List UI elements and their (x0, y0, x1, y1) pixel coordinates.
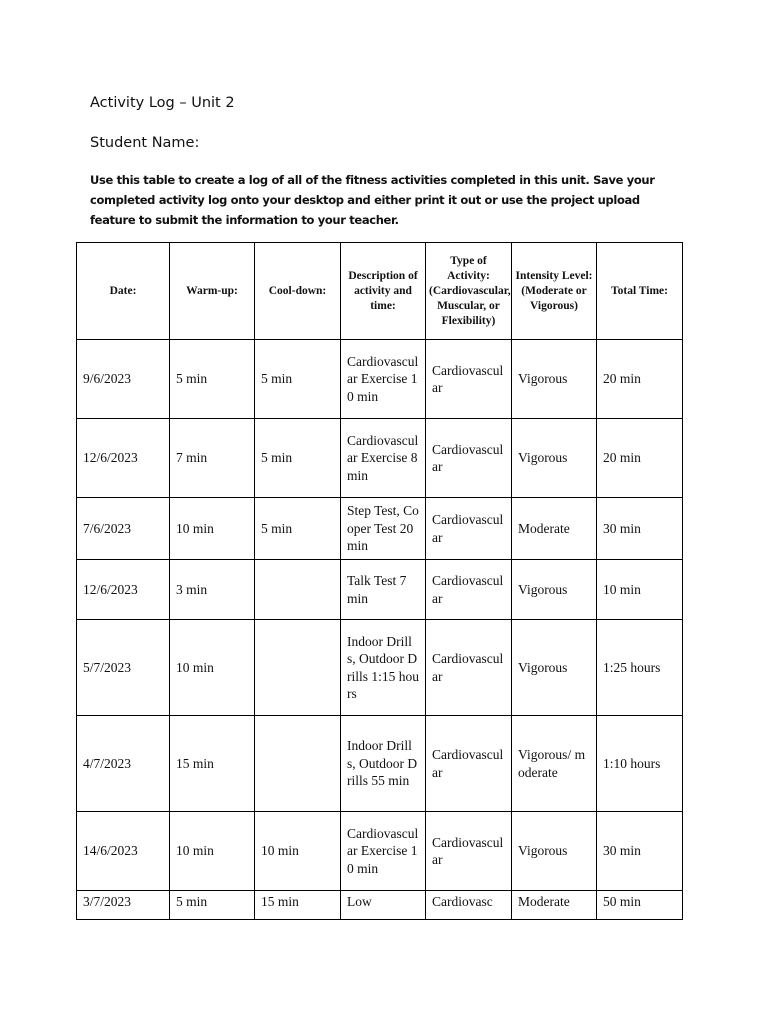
cell-date: 4/7/2023 (77, 716, 170, 812)
cell-warmup: 5 min (170, 891, 255, 920)
cell-total-time: 50 min (597, 891, 683, 920)
cell-warmup: 10 min (170, 620, 255, 716)
cell-cooldown (255, 620, 341, 716)
cell-cooldown (255, 560, 341, 620)
header-description: Description of activity and time: (341, 243, 426, 340)
cell-type: Cardiovascular (426, 419, 512, 498)
student-name-label: Student Name: (90, 135, 200, 151)
table-row (77, 498, 683, 560)
table-row (77, 620, 683, 716)
cell-description: Step Test, Cooper Test 20 min (341, 498, 426, 560)
header-intensity: Intensity Level: (Moderate or Vigorous) (512, 243, 597, 340)
cell-total-time: 1:10 hours (597, 716, 683, 812)
cell-intensity: Vigorous/ moderate (512, 716, 597, 812)
table-row (77, 340, 683, 419)
table-row (77, 812, 683, 891)
table-header-row (77, 243, 683, 340)
cell-warmup: 10 min (170, 498, 255, 560)
cell-description: Indoor Drills, Outdoor Drills 1:15 hours (341, 620, 426, 716)
cell-description: Cardiovascular Exercise 8 min (341, 419, 426, 498)
table-row (77, 419, 683, 498)
cell-intensity: Vigorous (512, 560, 597, 620)
header-cooldown: Cool-down: (255, 243, 341, 340)
cell-type: Cardiovascular (426, 498, 512, 560)
cell-total-time: 30 min (597, 812, 683, 891)
cell-total-time: 10 min (597, 560, 683, 620)
cell-description: Cardiovascular Exercise 10 min (341, 812, 426, 891)
cell-total-time: 1:25 hours (597, 620, 683, 716)
header-type: Type of Activity: (Cardiovascular, Muscular, or Flexibility) (426, 243, 512, 340)
cell-date: 7/6/2023 (77, 498, 170, 560)
cell-type: Cardiovasc (426, 891, 512, 920)
cell-warmup: 15 min (170, 716, 255, 812)
header-total-time: Total Time: (597, 243, 683, 340)
cell-warmup: 5 min (170, 340, 255, 419)
cell-cooldown: 5 min (255, 419, 341, 498)
cell-date: 5/7/2023 (77, 620, 170, 716)
table-row (77, 560, 683, 620)
cell-type: Cardiovascular (426, 716, 512, 812)
table-row (77, 891, 683, 920)
cell-date: 12/6/2023 (77, 419, 170, 498)
cell-intensity: Moderate (512, 498, 597, 560)
cell-cooldown: 15 min (255, 891, 341, 920)
cell-date: 14/6/2023 (77, 812, 170, 891)
cell-description: Low (341, 891, 426, 920)
cell-type: Cardiovascular (426, 340, 512, 419)
cell-type: Cardiovascular (426, 812, 512, 891)
cell-warmup: 3 min (170, 560, 255, 620)
cell-description: Cardiovascular Exercise 10 min (341, 340, 426, 419)
cell-type: Cardiovascular (426, 620, 512, 716)
cell-cooldown: 10 min (255, 812, 341, 891)
cell-cooldown: 5 min (255, 498, 341, 560)
header-date: Date: (77, 243, 170, 340)
cell-total-time: 30 min (597, 498, 683, 560)
cell-date: 9/6/2023 (77, 340, 170, 419)
cell-intensity: Moderate (512, 891, 597, 920)
cell-type: Cardiovascular (426, 560, 512, 620)
cell-cooldown: 5 min (255, 340, 341, 419)
instructions-paragraph: Use this table to create a log of all of the fitness activities completed in this unit. Save your completed activity log onto your desktop and either print it out or use the project upload feature to submit the information to your teacher. (90, 173, 655, 227)
cell-date: 3/7/2023 (77, 891, 170, 920)
document-title: Activity Log – Unit 2 (90, 95, 235, 111)
cell-intensity: Vigorous (512, 812, 597, 891)
cell-intensity: Vigorous (512, 340, 597, 419)
cell-intensity: Vigorous (512, 620, 597, 716)
cell-total-time: 20 min (597, 340, 683, 419)
cell-description: Indoor Drills, Outdoor Drills 55 min (341, 716, 426, 812)
table-row (77, 716, 683, 812)
cell-description: Talk Test 7 min (341, 560, 426, 620)
header-warmup: Warm-up: (170, 243, 255, 340)
cell-warmup: 7 min (170, 419, 255, 498)
cell-intensity: Vigorous (512, 419, 597, 498)
cell-date: 12/6/2023 (77, 560, 170, 620)
cell-total-time: 20 min (597, 419, 683, 498)
cell-cooldown (255, 716, 341, 812)
cell-warmup: 10 min (170, 812, 255, 891)
activity-log-table (76, 242, 683, 920)
